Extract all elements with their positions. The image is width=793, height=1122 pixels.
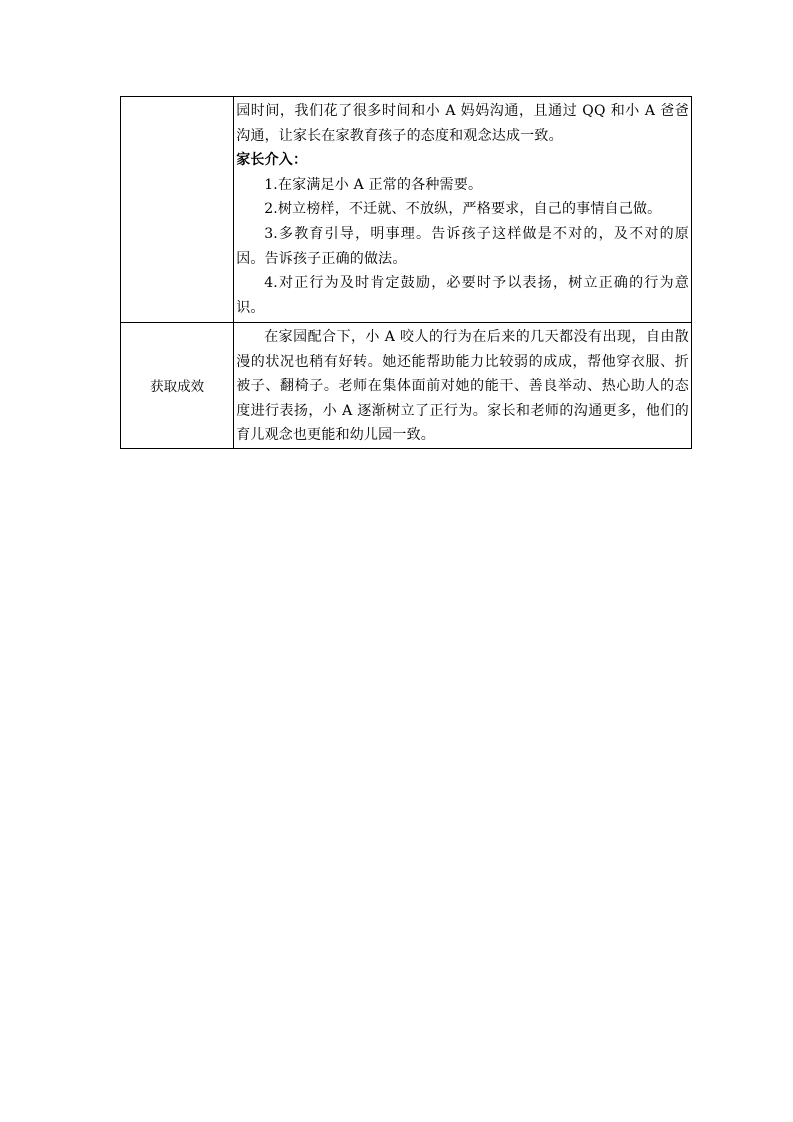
table-row	[121, 323, 692, 449]
table-row	[121, 97, 692, 323]
list-item: 3.多教育引导，明事理。告诉孩子这样做是不对的，及不对的原因。告诉孩子正确的做法。	[236, 225, 689, 267]
content-cell	[234, 97, 692, 323]
row-label-empty	[121, 97, 234, 323]
document-table	[120, 96, 692, 449]
communication-paragraph: 园时间，我们花了很多时间和小 A 妈妈沟通，且通过 QQ 和小 A 爸爸沟通，让家长在家教育孩子的态度和观念达成一致。	[236, 103, 689, 144]
content-cell	[234, 323, 692, 449]
list-item: 1.在家满足小 A 正常的各种需要。	[264, 176, 483, 193]
results-paragraph: 在家园配合下，小 A 咬人的行为在后来的几天都没有出现，自由散漫的状况也稍有好转。她还能帮助能力比较弱的成成，帮他穿衣服、折被子、翻椅子。老师在集体面前对她的能干、善良举动、热心助人的态度进行表扬，小 A 逐渐树立了正行为。家长和老师的沟通更多，他们的育儿观念也更能和幼儿园一致。	[236, 329, 689, 444]
row-label-results: 获取成效	[121, 323, 234, 449]
list-item: 4.对正行为及时肯定鼓励，必要时予以表扬，树立正确的行为意识。	[236, 275, 689, 316]
list-item: 2.树立榜样，不迁就、不放纵，严格要求，自己的事情自己做。	[264, 201, 662, 218]
section-heading: 家长介入：	[236, 152, 308, 169]
